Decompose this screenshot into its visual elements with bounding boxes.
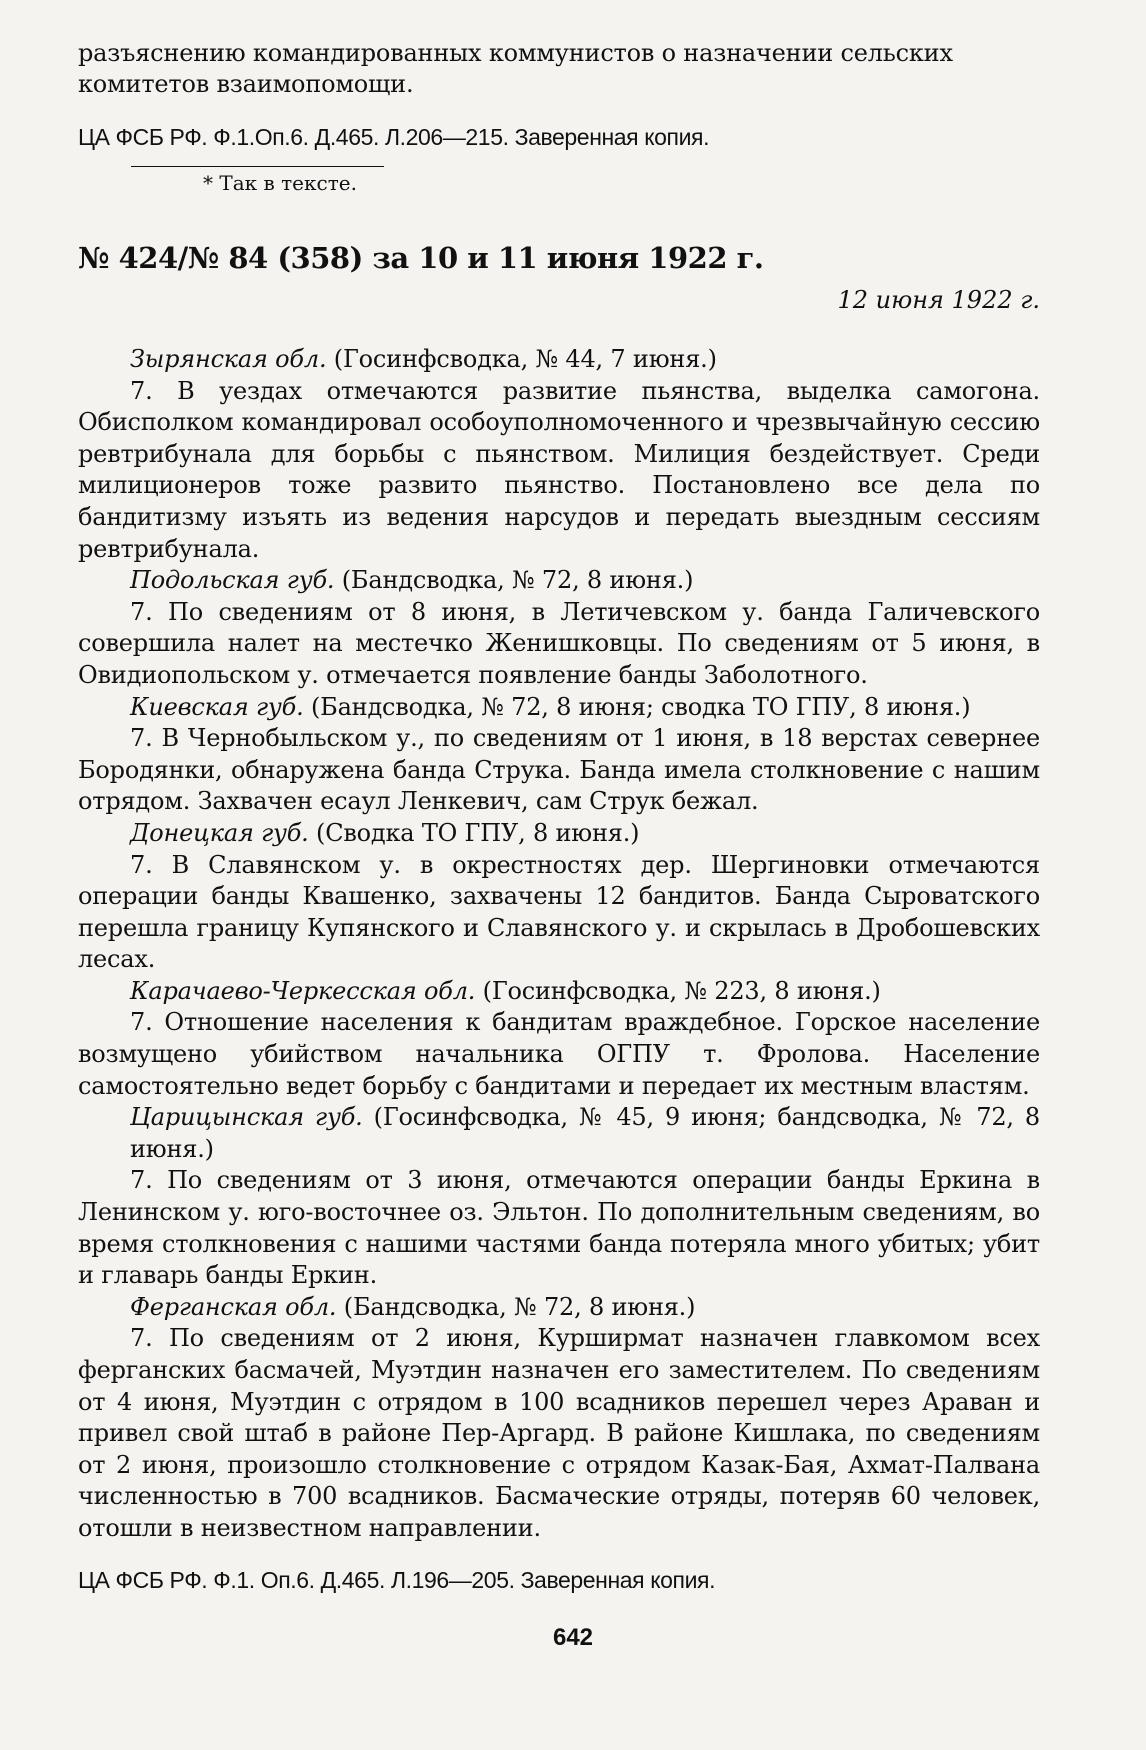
report-entry — [78, 1102, 1040, 1292]
document-date: 12 июня 1922 г. — [837, 286, 1040, 314]
entry-source-line — [78, 1102, 1040, 1165]
entry-source-line — [78, 818, 1040, 850]
entry-text: 7. В Славянском у. в окрестностях дер. Шергиновки отмечаются операции банды Квашенко, захвачены 12 бандитов. Банда Сыроватского перешла границу Купянского и Славянского у. и скрылась в Дробошевских лесах. — [78, 850, 1040, 974]
entry-source-line — [78, 344, 1040, 376]
entry-source: (Бандсводка, № 72, 8 июня.) — [334, 566, 694, 595]
entry-source: (Госинфсводка, № 44, 7 июня.) — [326, 345, 717, 373]
entry-source: (Бандсводка, № 72, 8 июня; сводка ТО ГПУ, 8 июня.) — [303, 692, 971, 721]
page-content — [78, 38, 1040, 1595]
entry-source-line — [78, 565, 1040, 597]
report-entry — [78, 344, 1040, 565]
entry-source: (Сводка ТО ГПУ, 8 июня.) — [308, 818, 640, 847]
report-entry — [78, 976, 1040, 1102]
entry-region: Зырянская обл. — [130, 345, 327, 373]
footnote-divider — [131, 166, 384, 167]
report-entry — [78, 818, 1040, 976]
entry-text: 7. По сведениям от 8 июня, в Летичевском у. банда Галичевского совершила налет на местечко Женишковцы. По сведениям от 5 июня, в Овидиопольском у. отмечается появление банды Заболотного. — [78, 597, 1040, 689]
entry-source-line — [78, 1292, 1040, 1324]
page-number: 642 — [552, 1624, 594, 1651]
report-entry — [78, 692, 1040, 818]
entry-region: Царицынская губ. — [130, 1103, 363, 1132]
entry-text: 7. В Чернобыльском у., по сведениям от 1 июня, в 18 верстах севернее Бородянки, обнаружена банда Струка. Банда имела столкновение с нашим отрядом. Захвачен есаул Ленкевич, сам Струк бежал. — [78, 724, 1040, 816]
entry-source-line — [78, 976, 1040, 1008]
entry-source: (Госинфсводка, № 223, 8 июня.) — [475, 976, 881, 1005]
intro-line-2: комитетов взаимопомощи. — [78, 70, 414, 98]
entry-text: 7. По сведениям от 2 июня, Курширмат назначен главкомом всех ферганских басмачей, Муэтдин назначен его заместителем. По сведениям от 4 июня, Муэтдин с отрядом в 100 всадников перешел через Араван и привел свой штаб в районе Пер-Аргард. В районе Кишлака, по сведениям от 2 июня, произошло столкновение с отрядом Казак-Бая, Ахмат-Палвана численностью в 700 всадников. Басмаческие отряды, потеряв 60 человек, отошли в неизвестном направлении. — [78, 1324, 1040, 1542]
entry-source-line — [78, 692, 1040, 724]
entry-region: Ферганская обл. — [130, 1292, 337, 1321]
report-entries — [78, 344, 1040, 1545]
entry-source: (Бандсводка, № 72, 8 июня.) — [336, 1292, 696, 1321]
entry-region: Подольская губ. — [130, 566, 335, 595]
entry-region: Донецкая губ. — [130, 818, 309, 847]
intro-line-1: разъяснению командированных коммунистов о назначении сельских — [78, 39, 953, 67]
entry-region: Карачаево-Черкесская обл. — [130, 976, 476, 1005]
entry-text: 7. По сведениям от 3 июня, отмечаются операции банды Еркина в Ленинском у. юго-восточнее оз. Эльтон. По дополнительным сведениям, во время столкновения с нашими частями банда потеряла много убитых; убит и главарь банды Еркин. — [78, 1166, 1040, 1290]
document-title: № 424/№ 84 (358) за 10 и 11 июня 1922 г. — [78, 241, 764, 275]
archive-reference-bottom: ЦА ФСБ РФ. Ф.1. Оп.6. Д.465. Л.196—205. Заверенная копия. — [78, 1566, 716, 1593]
archive-reference-top: ЦА ФСБ РФ. Ф.1.Оп.6. Д.465. Л.206—215. Заверенная копия. — [78, 124, 710, 150]
entry-text: 7. Отношение населения к бандитам враждебное. Горское население возмущено убийством начальника ОГПУ т. Фролова. Население самостоятельно ведет борьбу с бандитами и передает их местным властям. — [78, 1008, 1040, 1100]
entry-source: (Госинфсводка, № 45, 9 июня; бандсводка, № 72, 8 июня.) — [130, 1103, 1040, 1163]
entry-region: Киевская губ. — [130, 692, 304, 721]
report-entry — [78, 1292, 1040, 1545]
entry-text: 7. В уездах отмечаются развитие пьянства, выделка самогона. Обисполком командировал особоуполномоченного и чрезвычайную сессию ревтрибунала для борьбы с пьянством. Милиция бездействует. Среди милиционеров тоже развито пьянство. Постановлено все дела по бандитизму изъять из ведения нарсудов и передать выездным сессиям ревтрибунала. — [78, 376, 1040, 563]
footnote: * Так в тексте. — [203, 171, 357, 195]
report-entry — [78, 565, 1040, 691]
